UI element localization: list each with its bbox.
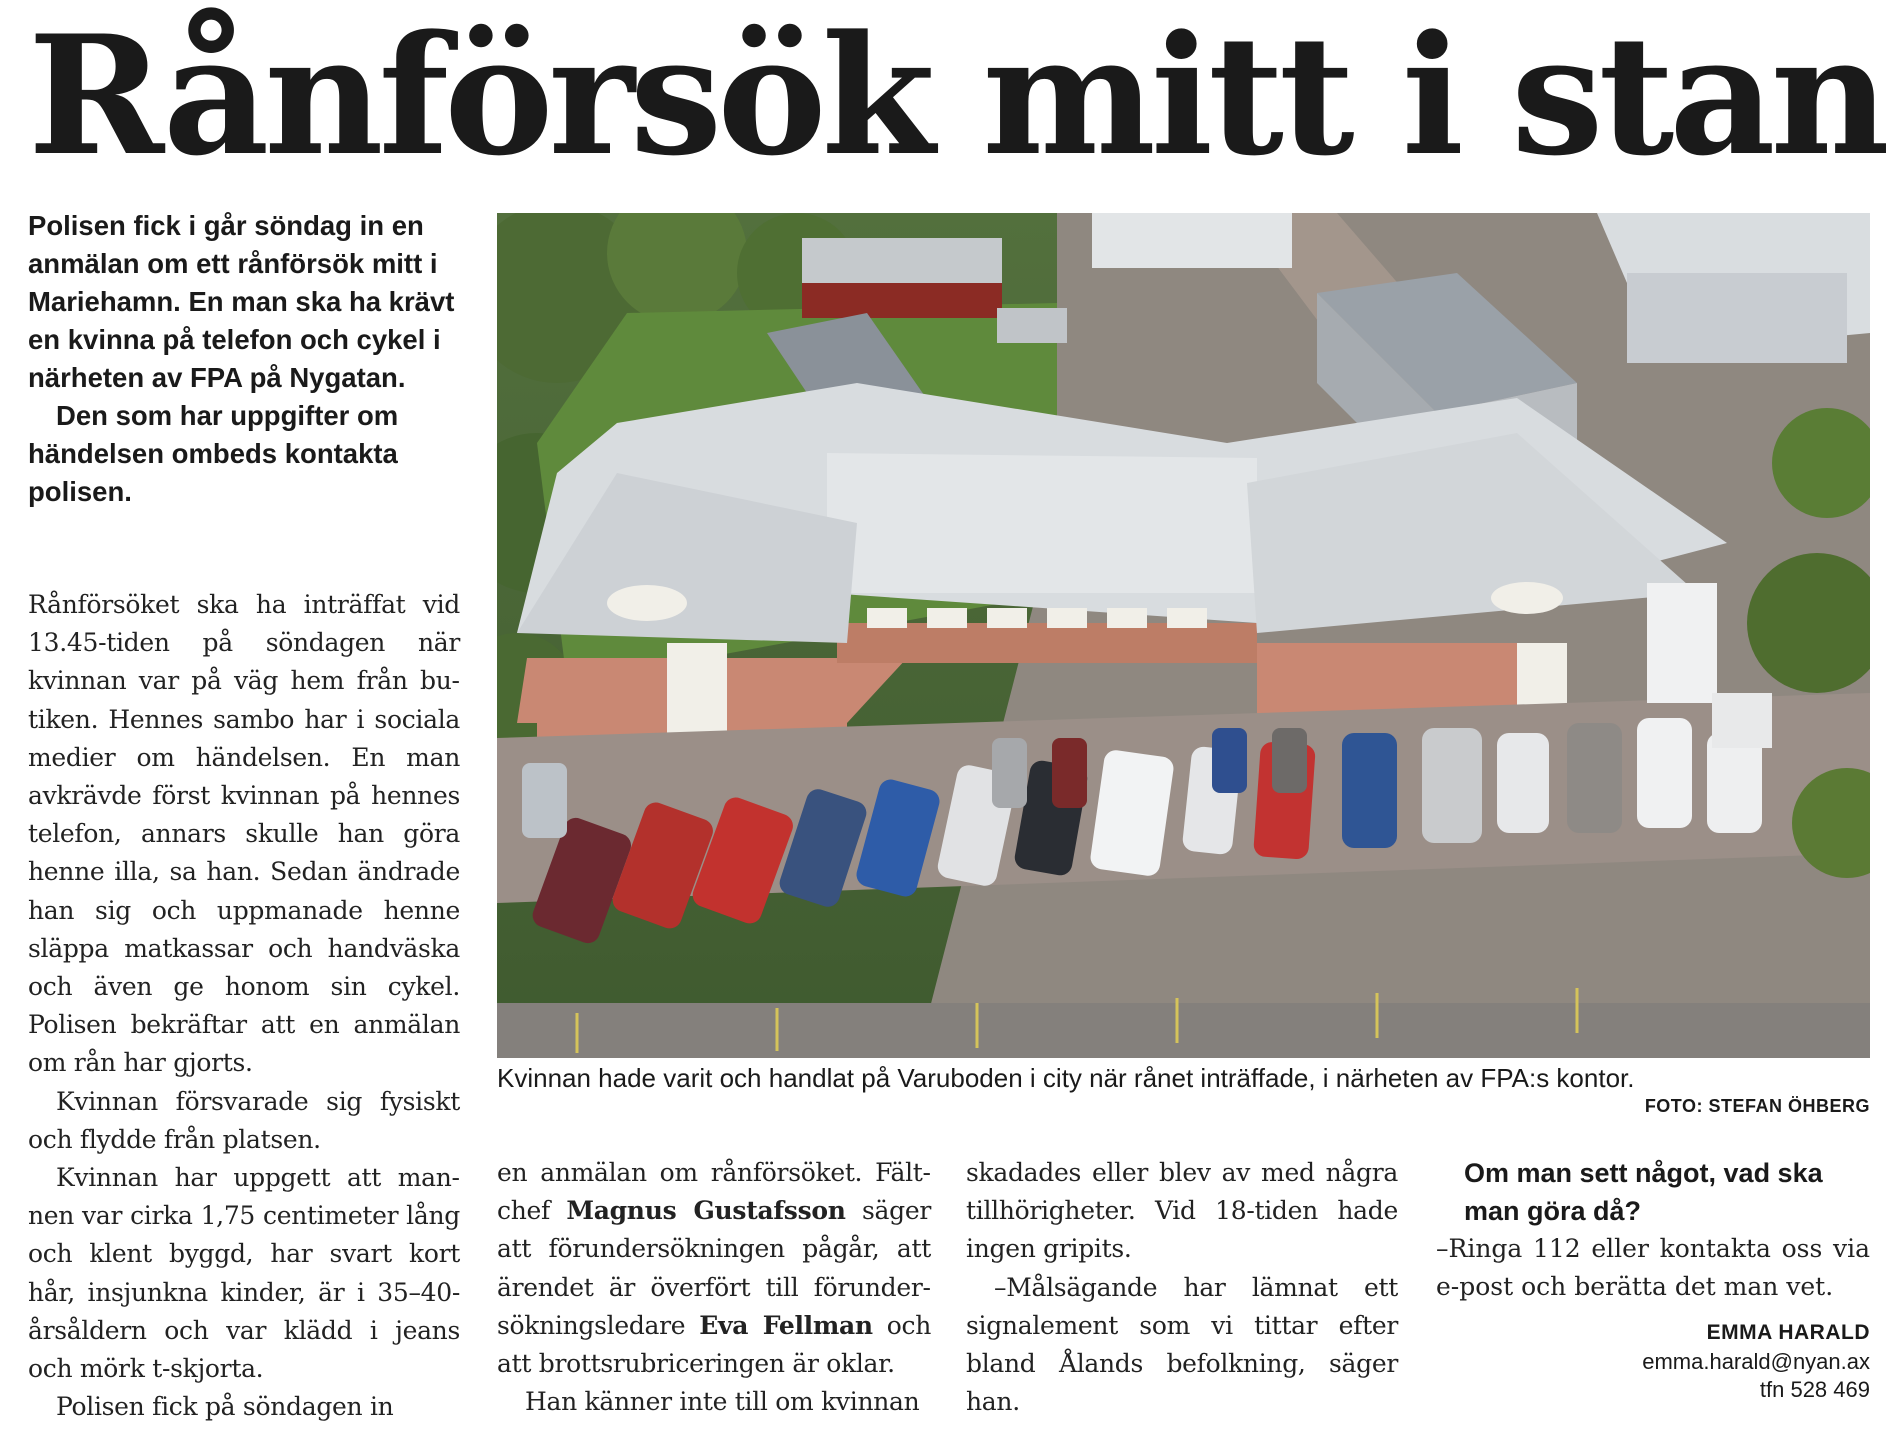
body-paragraph: Kvinnan har uppgett att mannen var cirka 1,75 centimeter lång och klent byggd, har svart kort hår, insjunkna kinder, är i 35–40-årsåldern och var klädd i jeans och mörk t-skjorta. [28,1163,460,1384]
body-paragraph [497,1154,931,1383]
aerial-photo-illustration [497,213,1870,1058]
question-heading: Om man sett något, vad ska man göra då? [1464,1158,1823,1226]
aerial-photo [497,213,1870,1058]
lead-text: Polisen fick i går söndag in en anmälan om ett rånförsök mitt i Mariehamn. En man ska ha krävt en kvinna på telefon och cykel i närheten av FPA på Nygatan. [28,210,455,393]
person-name: Eva Fellman [699,1310,873,1340]
body-paragraph: Rånförsöket ska ha inträffat vid 13.45-tiden på söndagen när kvinnan var på väg hem från butiken. Hennes sambo har i sociala medier om händelsen. En man avkrävde först kvinnan på hennes telefon, annars skulle han göra henne illa, sa han. Sedan ändrade han sig och uppmanade henne släppa matkassar och handväska och även ge honom sin cykel. Polisen bekräftar att en anmälan om rån har gjorts. [28,590,460,1078]
body-paragraph: skadades eller blev av med några tillhörigheter. Vid 18-tiden hade ingen gripits. [966,1158,1398,1264]
body-column-2 [497,1154,931,1421]
photo-credit: FOTO: STEFAN ÖHBERG [1644,1096,1870,1116]
lead-paragraph [28,207,468,511]
photo-caption: Kvinnan hade varit och handlat på Varuboden i city när rånet inträffade, i närheten av FPA:s kontor. [497,1063,1635,1093]
body-column-1 [28,586,460,1426]
body-text: en anmälan om rånförsöket. Fältchef [497,1158,931,1226]
byline [1436,1318,1870,1404]
body-paragraph: Polisen fick på söndagen in [56,1392,394,1422]
body-text: säger att förundersökningen pågår, att ärendet är överfört till förundersökningsledare [497,1196,931,1340]
body-paragraph: –Målsägande har lämnat ett signalement som vi tittar efter bland Ålands befolkning, säger han. [966,1272,1398,1417]
author-email: emma.harald@nyan.ax [1642,1349,1870,1374]
answer-text: –Ringa 112 eller kontakta oss via e-post och berätta det man vet. [1436,1234,1870,1301]
lead-appeal-text: Den som har uppgifter om händelsen ombeds kontakta polisen. [28,400,399,507]
author-phone: tfn 528 469 [1759,1377,1870,1402]
qa-box [1436,1154,1870,1306]
author-name: EMMA HARALD [1706,1321,1870,1344]
body-paragraph: Kvinnan försvarade sig fysiskt och flydde från platsen. [28,1086,460,1154]
headline: Rånförsök mitt i stan [28,0,1885,192]
body-column-3 [966,1154,1398,1421]
body-paragraph: Han känner inte till om kvinnan [525,1387,920,1417]
person-name: Magnus Gustafsson [566,1196,846,1226]
body-text: och att brottsrubriceringen är oklar. [497,1310,931,1379]
